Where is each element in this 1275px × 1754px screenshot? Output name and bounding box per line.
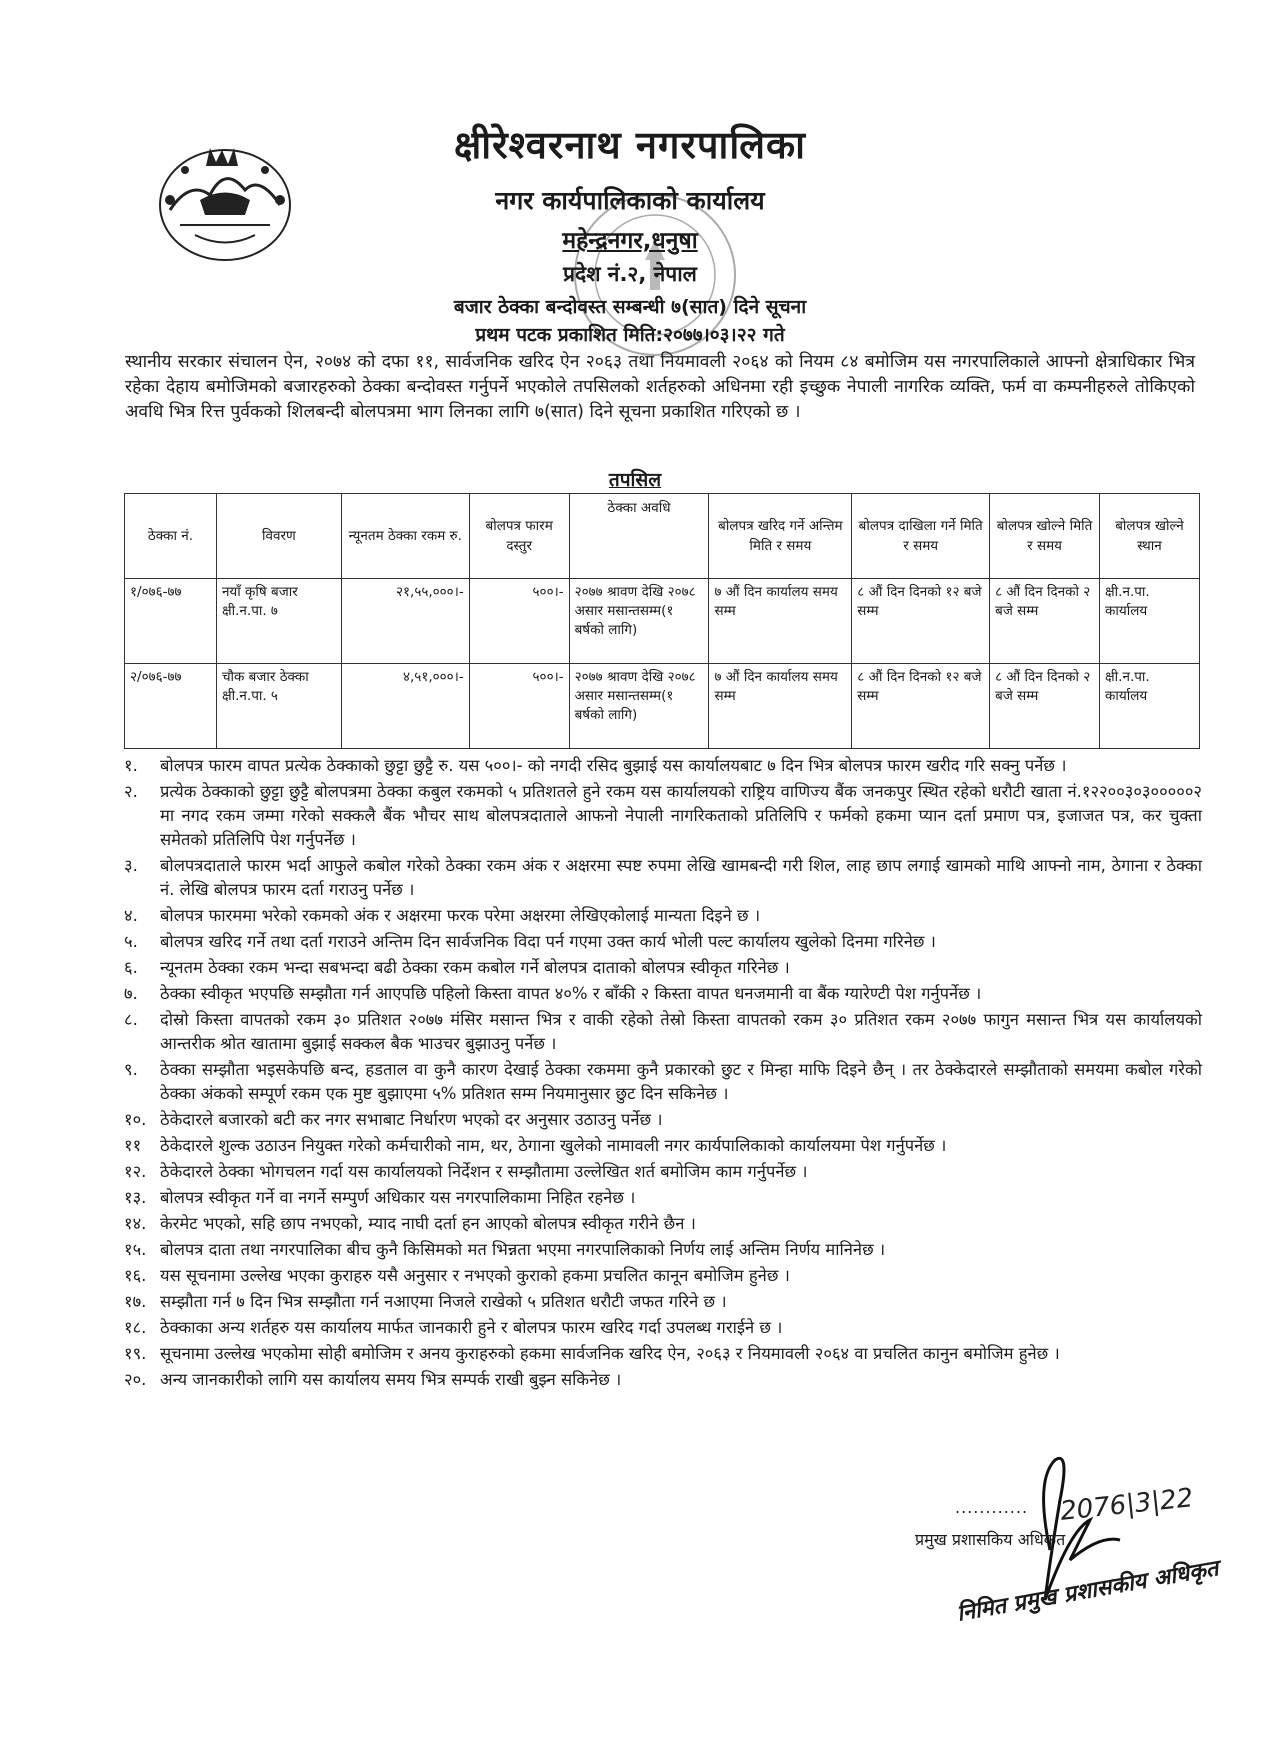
table-cell: ५००।-	[469, 664, 569, 749]
condition-number: ४.	[124, 906, 138, 925]
signature-line: ............	[955, 1498, 1029, 1517]
condition-text: ठेक्का स्वीकृत भएपछि सम्झौता गर्न आएपछि पहिलो किस्ता वापत ४०% र बाँकी २ किस्ता वापत धनजमानी वा बैंक ग्यारेण्टी पेश गर्नुपर्नेछ ।	[160, 984, 982, 1003]
table-header-row	[125, 494, 1200, 579]
condition-number: १५.	[124, 1240, 147, 1259]
municipality-title: क्षीरेश्वरनाथ नगरपालिका	[454, 123, 806, 167]
condition-number: १९.	[124, 1344, 147, 1363]
condition-number: ६.	[124, 958, 138, 977]
condition-number: १८.	[124, 1318, 147, 1337]
condition-text: ठेकेदारले शुल्क उठाउन नियुक्त गरेको कर्मचारीको नाम, थर, ठेगाना खुलेको नामावली नगर कार्यपालिकाको कार्यालयमा पेश गर्नुपर्नेछ ।	[160, 1136, 947, 1155]
condition-text: न्यूनतम ठेक्का रकम भन्दा सबभन्दा बढी ठेक्का रकम कबोल गर्ने बोलपत्र दाताको बोलपत्र स्वीकृत गरिनेछ ।	[160, 958, 790, 977]
tender-table	[124, 493, 1200, 749]
condition-number: ८.	[124, 1010, 138, 1029]
handwritten-title: निमित प्रमुख प्रशासकीय अधिकृत	[955, 1556, 1221, 1627]
list-item	[124, 754, 1202, 778]
condition-text: बोलपत्र फारममा भरेको रकमको अंक र अक्षरमा फरक परेमा अक्षरमा लेखिएकोलाई मान्यता दिइने छ ।	[160, 906, 761, 925]
condition-number: ११	[124, 1136, 142, 1155]
table-header-cell: बोलपत्र खरिद गर्ने अन्तिम मिति र समय	[709, 494, 852, 579]
table-caption: तपसिल	[608, 469, 662, 491]
condition-number: २.	[124, 782, 138, 801]
list-item	[124, 1264, 1202, 1288]
table-row	[125, 579, 1200, 664]
handwritten-date: 2076|3|22	[1058, 1483, 1195, 1527]
province-line: प्रदेश नं.२, नेपाल	[563, 262, 697, 286]
conditions-list	[124, 754, 1202, 1394]
table-header-cell: न्यूनतम ठेक्का रकम रु.	[341, 494, 469, 579]
condition-number: १३.	[124, 1188, 147, 1207]
list-item	[124, 854, 1202, 902]
table-header-cell: ठेक्का नं.	[125, 494, 217, 579]
intro-paragraph: स्थानीय सरकार संचालन ऐन, २०७४ को दफा ११, सार्वजनिक खरिद ऐन २०६३ तथा नियमावली २०६४ को नियम ८४ बमोजिम यस नगरपालिकाले आफ्नो क्षेत्राधिकार भित्र रहेका देहाय बमोजिमको बजारहरुको ठेक्का बन्दोवस्त गर्नुपर्ने भएकोले तपसिलको शर्तहरुको अधिनमा रही इच्छुक नेपाली नागरिक व्यक्ति, फर्म वा कम्पनीहरुले तोकिएको अवधि भित्र रित्त पुर्वकको शिलबन्दी बोलपत्रमा भाग लिनका लागि ७(सात) दिने सूचना प्रकाशित गरिएको छ ।	[125, 352, 1195, 422]
table-header-cell: ठेक्का अवधि	[569, 494, 709, 579]
list-item	[124, 904, 1202, 928]
table-cell: क्षी.न.पा. कार्यालय	[1100, 664, 1200, 749]
condition-number: १.	[124, 756, 138, 775]
table-cell: ७ औं दिन कार्यालय समय सम्म	[709, 579, 852, 664]
office-name: नगर कार्यपालिकाको कार्यालय	[495, 186, 765, 215]
table-cell: ४,५१,०००।-	[341, 664, 469, 749]
condition-text: यस सूचनामा उल्लेख भएका कुराहरु यसै अनुसार र नभएको कुराको हकमा प्रचलित कानून बमोजिम हुनेछ ।	[160, 1266, 790, 1285]
condition-number: २०.	[124, 1370, 147, 1389]
condition-number: १२.	[124, 1162, 147, 1181]
condition-text: दोस्रो किस्ता वापतको रकम ३० प्रतिशत २०७७ मंसिर मसान्त भित्र र वाकी रहेको तेस्रो किस्ता वापतको रकम ३० प्रतिशत रकम २०७७ फागुन मसान्त भित्र यस कार्यालयको आन्तरीक श्रोत खातामा बुझाई सक्कल बैक भाउचर बुझाउनु पर्नेछ ।	[160, 1010, 1202, 1053]
list-item	[124, 1368, 1202, 1392]
table-cell: क्षी.न.पा. कार्यालय	[1100, 579, 1200, 664]
condition-number: १४.	[124, 1214, 147, 1233]
table-cell: ८ औं दिन दिनको १२ बजे सम्म	[852, 664, 990, 749]
table-cell: १/०७६-७७	[125, 579, 217, 664]
condition-text: सम्झौता गर्न ७ दिन भित्र सम्झौता गर्न नआएमा निजले राखेको ५ प्रतिशत धरौटी जफत गरिने छ ।	[160, 1292, 727, 1311]
condition-text: बोलपत्रदाताले फारम भर्दा आफुले कबोल गरेको ठेक्का रकम अंक र अक्षरमा स्पष्ट रुपमा लेखि खामबन्दी गरी शिल, लाह छाप लगाई खामको माथि आफ्नो नाम, ठेगाना र ठेक्का नं. लेखि बोलपत्र फारम दर्ता गराउनु पर्नेछ ।	[160, 856, 1202, 899]
list-item	[124, 1316, 1202, 1340]
table-row	[125, 664, 1200, 749]
list-item	[124, 1290, 1202, 1314]
list-item	[124, 956, 1202, 980]
table-header-cell: बोलपत्र खोल्ने मिति र समय	[990, 494, 1100, 579]
list-item	[124, 1008, 1202, 1056]
condition-text: बोलपत्र दाता तथा नगरपालिका बीच कुनै किसिमको मत भिन्नता भएमा नगरपालिकाको निर्णय लाई अन्तिम निर्णय मानिनेछ ।	[160, 1240, 886, 1259]
condition-number: १०.	[124, 1110, 147, 1129]
table-header-cell: बोलपत्र खोल्ने स्थान	[1100, 494, 1200, 579]
list-item	[124, 1134, 1202, 1158]
table-cell: ५००।-	[469, 579, 569, 664]
signatory-designation: प्रमुख प्रशासकिय अधिकृत	[915, 1530, 1066, 1549]
condition-number: ९.	[124, 1060, 138, 1079]
condition-text: अन्य जानकारीको लागि यस कार्यालय समय भित्र सम्पर्क राखी बुझ्न सकिनेछ ।	[160, 1370, 622, 1389]
list-item	[124, 1058, 1202, 1106]
list-item	[124, 930, 1202, 954]
condition-text: ठेकेदारले ठेक्का भोगचलन गर्दा यस कार्यालयको निर्देशन र सम्झौतामा उल्लेखित शर्त बमोजिम काम गर्नुपर्नेछ ।	[160, 1162, 808, 1181]
condition-text: बोलपत्र खरिद गर्ने तथा दर्ता गराउने अन्तिम दिन सार्वजनिक विदा पर्न गएमा उक्त कार्य भोली पल्ट कार्यालय खुलेको दिनमा गरिनेछ ।	[160, 932, 936, 951]
office-location: महेन्द्रनगर,धनुषा	[562, 228, 698, 254]
list-item	[124, 1186, 1202, 1210]
list-item	[124, 1342, 1202, 1366]
condition-text: प्रत्येक ठेक्काको छुट्टा छुट्टै बोलपत्रमा ठेक्का कबुल रकमको ५ प्रतिशतले हुने रकम यस कार्यालयको राष्ट्रिय वाणिज्य बैंक जनकपुर स्थित रहेको धरौटी खाता नं.१२२००३०३०००००२ मा नगद रकम जम्मा गरेको सक्कलै बैंक भौचर साथ बोलपत्रदाताले आफनो नेपाली नागरिकताको प्रतिलिपि र फर्मको हकमा प्यान दर्ता प्रमाण पत्र, इजाजत पत्र, कर चुक्ता समेतको प्रतिलिपि पेश गर्नुपर्नेछ ।	[160, 782, 1202, 849]
condition-number: ५.	[124, 932, 138, 951]
table-cell: नयाँ कृषि बजार क्षी.न.पा. ७	[216, 579, 341, 664]
condition-number: १६.	[124, 1266, 147, 1285]
table-cell: चौक बजार ठेक्का क्षी.न.पा. ५	[216, 664, 341, 749]
condition-text: ठेकेदारले बजारको बटी कर नगर सभाबाट निर्धारण भएको दर अनुसार उठाउनु पर्नेछ ।	[160, 1110, 663, 1129]
table-cell: ८ औं दिन दिनको १२ बजे सम्म	[852, 579, 990, 664]
list-item	[124, 982, 1202, 1006]
table-cell: ७ औं दिन कार्यालय समय सम्म	[709, 664, 852, 749]
condition-number: १७.	[124, 1292, 147, 1311]
table-cell: ८ औं दिन दिनको २ बजे सम्म	[990, 579, 1100, 664]
list-item	[124, 1212, 1202, 1236]
condition-text: बोलपत्र स्वीकृत गर्ने वा नगर्ने सम्पुर्ण अधिकार यस नगरपालिकामा निहित रहनेछ ।	[160, 1188, 636, 1207]
table-header-cell: बोलपत्र दाखिला गर्ने मिति र समय	[852, 494, 990, 579]
notice-title: बजार ठेक्का बन्दोवस्त सम्बन्धी ७(सात) दिने सूचना	[453, 296, 807, 318]
condition-text: ठेक्का सम्झौता भइसकेपछि बन्द, हडताल वा कुनै कारण देखाई ठेक्का रकममा कुनै प्रकारको छुट र मिन्हा माफि दिइने छैन् । तर ठेक्केदारले सम्झौताको समयमा कबोल गरेको ठेक्का अंकको सम्पूर्ण रकम एक मुष्ट बुझाएमा ५% प्रतिशत सम्म नियमानुसार छुट दिन सकिनेछ ।	[160, 1060, 1202, 1103]
table-cell: २१,५५,०००।-	[341, 579, 469, 664]
condition-text: बोलपत्र फारम वापत प्रत्येक ठेक्काको छुट्टा छुट्टै रु. यस ५००।- को नगदी रसिद बुझाई यस कार्यालयबाट ७ दिन भित्र बोलपत्र फारम खरीद गरि सक्नु पर्नेछ ।	[160, 756, 1067, 775]
condition-number: ७.	[124, 984, 138, 1003]
table-cell: २०७७ श्रावण देखि २०७८ असार मसान्तसम्म(१ बर्षको लागि)	[569, 579, 709, 664]
list-item	[124, 1108, 1202, 1132]
table-cell: ८ औं दिन दिनको २ बजे सम्म	[990, 664, 1100, 749]
condition-text: ठेक्काका अन्य शर्तहरु यस कार्यालय मार्फत जानकारी हुने र बोलपत्र फारम खरिद गर्दा उपलब्ध गराईने छ ।	[160, 1318, 783, 1337]
condition-number: ३.	[124, 856, 138, 875]
table-cell: २०७७ श्रावण देखि २०७८ असार मसान्तसम्म(१ बर्षको लागि)	[569, 664, 709, 749]
list-item	[124, 1238, 1202, 1262]
nepal-emblem-icon	[150, 140, 300, 265]
list-item	[124, 1160, 1202, 1184]
publish-date: प्रथम पटक प्रकाशित मिति:२०७७।०३।२२ गते	[475, 324, 785, 346]
table-cell: २/०७६-७७	[125, 664, 217, 749]
condition-text: सूचनामा उल्लेख भएकोमा सोही बमोजिम र अनय कुराहरुको हकमा सार्वजनिक खरिद ऐन, २०६३ र नियमावली २०६४ वा प्रचलित कानुन बमोजिम हुनेछ ।	[160, 1344, 1060, 1363]
table-header-cell: बोलपत्र फारम दस्तुर	[469, 494, 569, 579]
condition-text: केरमेट भएको, सहि छाप नभएको, म्याद नाघी दर्ता हन आएको बोलपत्र स्वीकृत गरीने छैन ।	[160, 1214, 696, 1233]
table-header-cell: विवरण	[216, 494, 341, 579]
list-item	[124, 780, 1202, 852]
